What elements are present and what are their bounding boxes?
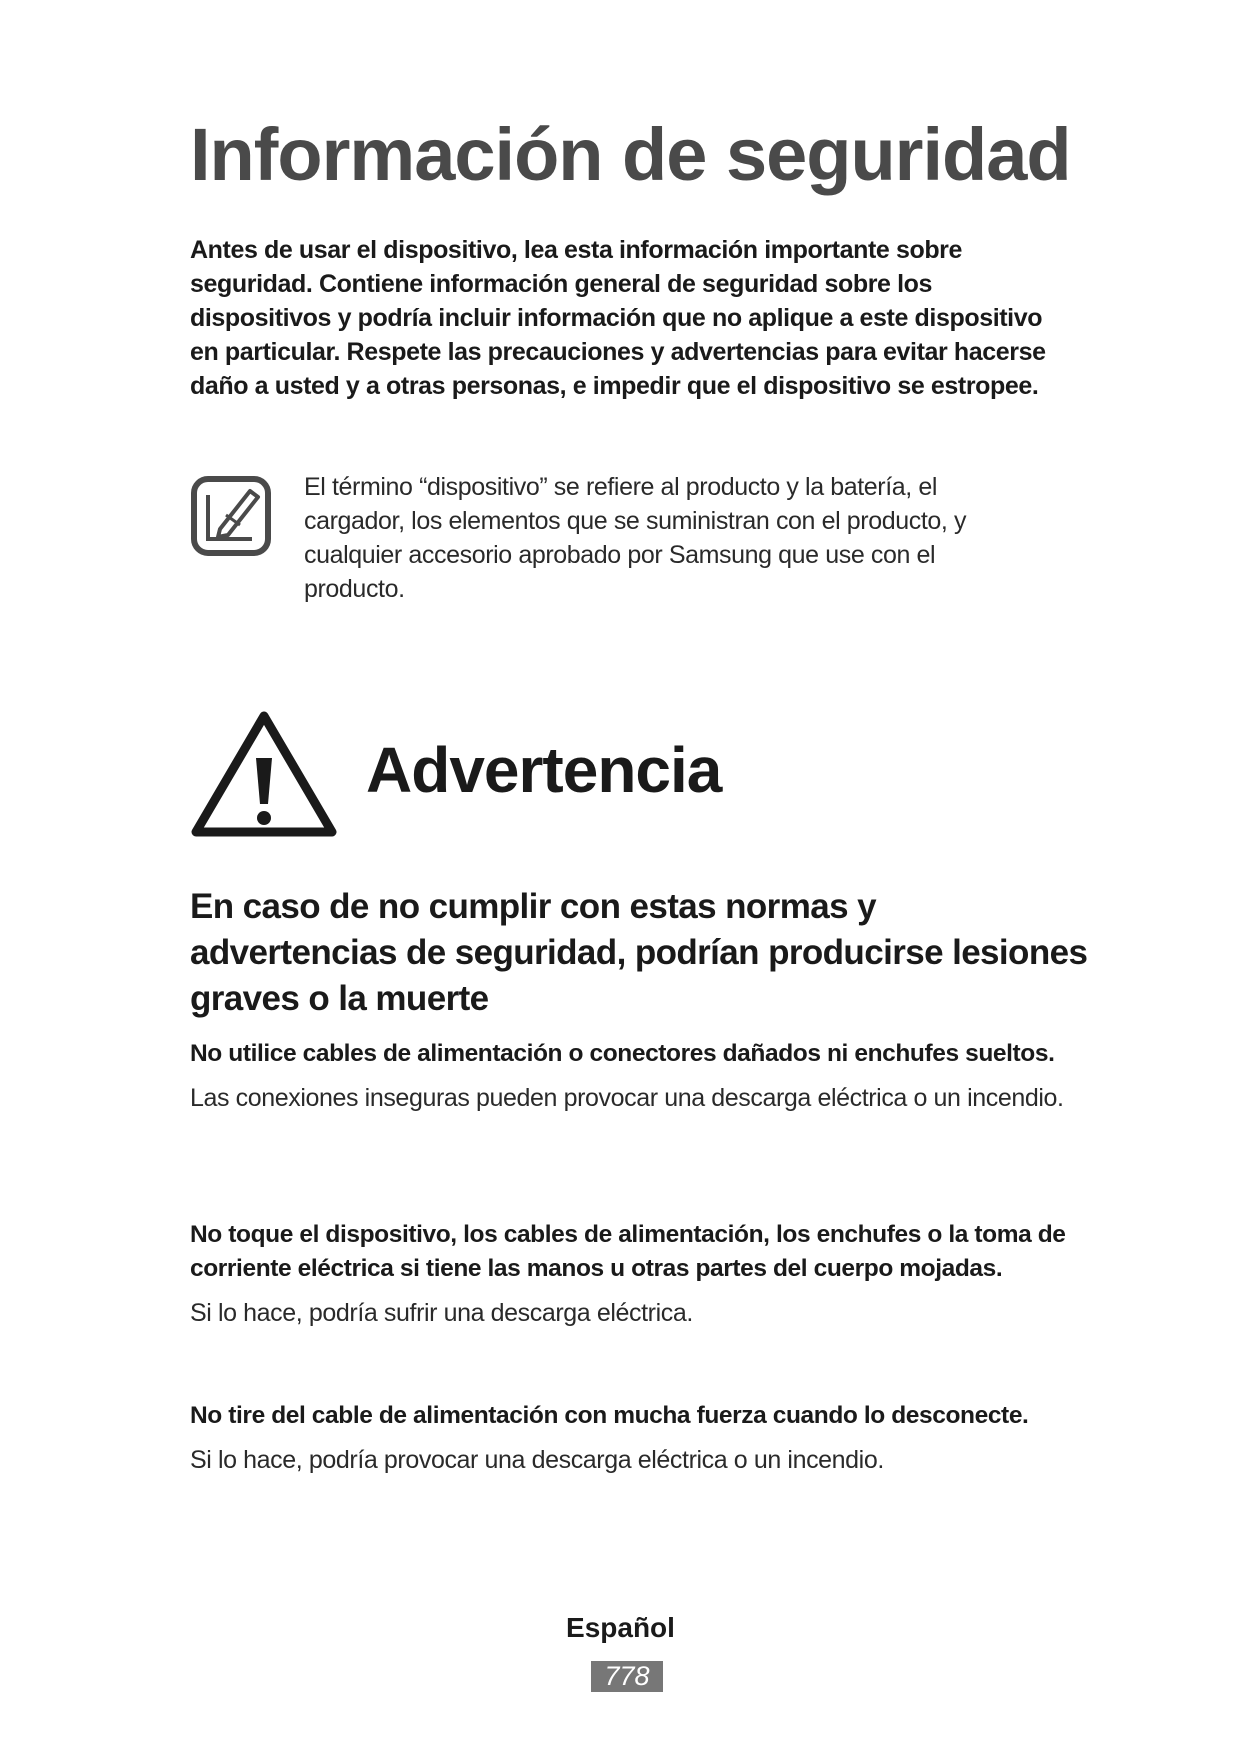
warning-item-body: Si lo hace, podría provocar una descarga eléctrica o un incendio. bbox=[190, 1446, 884, 1474]
warning-item bbox=[190, 1218, 1070, 1330]
footer-language: Español bbox=[566, 1612, 675, 1643]
page-title: Información de seguridad bbox=[190, 113, 1071, 196]
note-pencil-icon bbox=[190, 475, 272, 557]
warning-item-heading: No utilice cables de alimentación o conectores dañados ni enchufes sueltos. bbox=[190, 1040, 1055, 1067]
warning-heading: En caso de no cumplir con estas normas y advertencias de seguridad, podrían producirse lesiones graves o la muerte bbox=[190, 887, 1088, 1018]
warning-item bbox=[190, 1037, 1070, 1115]
page-number-badge: 778 bbox=[591, 1661, 663, 1692]
warning-item-body: Si lo hace, podría sufrir una descarga eléctrica. bbox=[190, 1299, 693, 1327]
intro-paragraph: Antes de usar el dispositivo, lea esta información importante sobre seguridad. Contiene información general de seguridad sobre los dispositivos y podría incluir información que no aplique a este dispositivo en particular. Respete las precauciones y advertencias para evitar hacerse daño a usted y a otras personas, e impedir que el dispositivo se estropee. bbox=[190, 236, 1046, 400]
warning-title: Advertencia bbox=[366, 734, 722, 806]
warning-item-body: Las conexiones inseguras pueden provocar una descarga eléctrica o un incendio. bbox=[190, 1084, 1064, 1112]
note-text: El término “dispositivo” se refiere al producto y la batería, el cargador, los elementos que se suministran con el producto, y cualquier accesorio aprobado por Samsung que use con el producto. bbox=[304, 473, 967, 603]
warning-item-heading: No tire del cable de alimentación con mucha fuerza cuando lo desconecte. bbox=[190, 1402, 1029, 1429]
warning-item-heading: No toque el dispositivo, los cables de alimentación, los enchufes o la toma de corriente eléctrica si tiene las manos u otras partes del cuerpo mojadas. bbox=[190, 1221, 1066, 1282]
warning-item bbox=[190, 1399, 1070, 1477]
warning-triangle-icon bbox=[190, 708, 338, 840]
